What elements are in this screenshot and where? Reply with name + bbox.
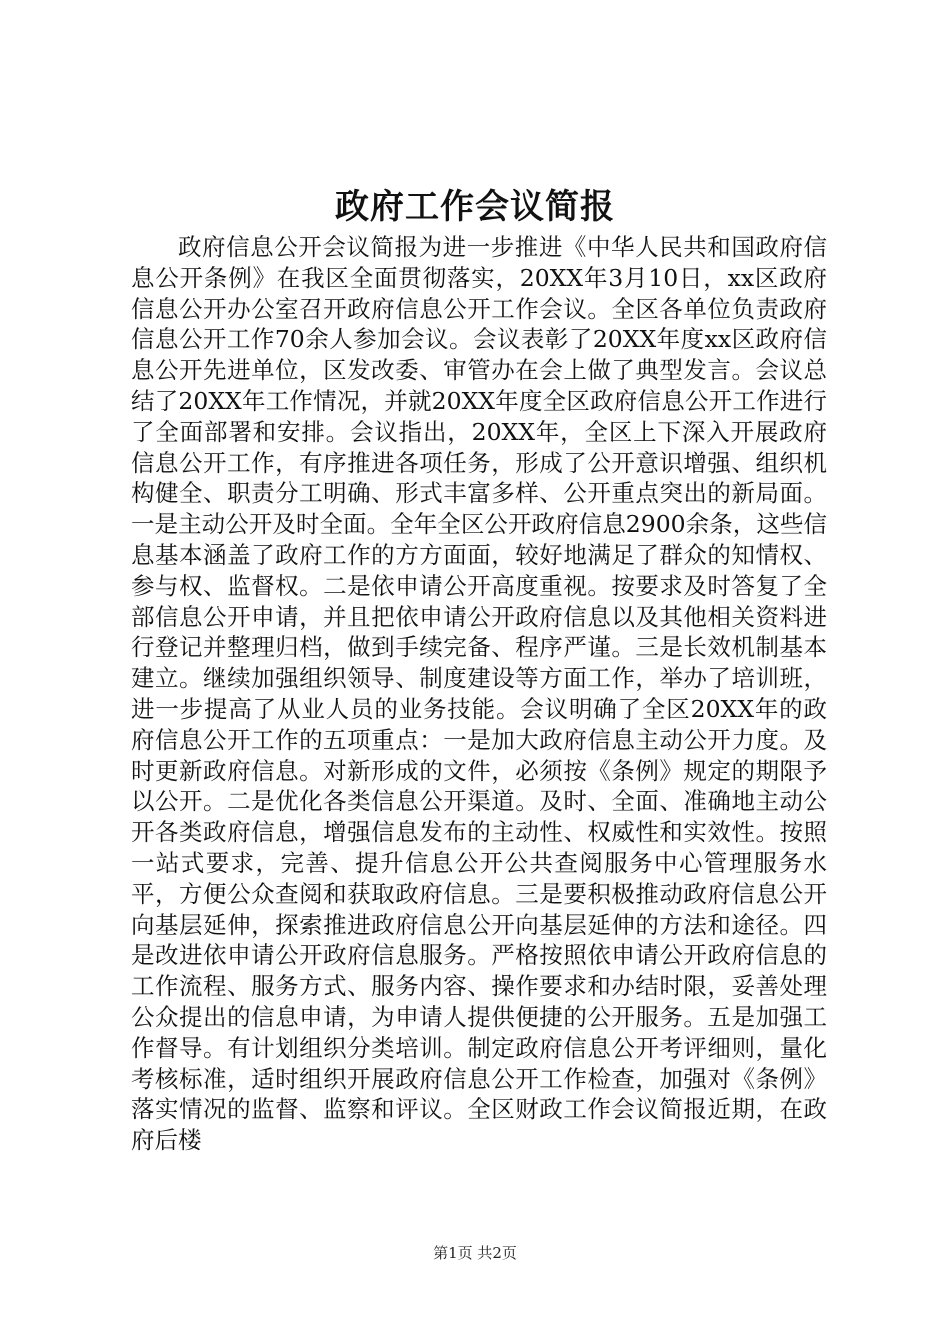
document-body: 政府信息公开会议简报为进一步推进《中华人民共和国政府信息公开条例》在我区全面贯彻落实，20XX年3月10日，xx区政府信息公开办公室召开政府信息公开工作会议。全区各单位负责政府信息公开工作70余人参加会议。会议表彰了20XX年度xx区政府信息公开先进单位，区发改委、审管办在会上做了典型发言。会议总结了20XX年工作情况，并就20XX年度全区政府信息公开工作进行了全面部署和安排。会议指出，20XX年，全区上下深入开展政府信息公开工作，有序推进各项任务，形成了公开意识增强、组织机构健全、职责分工明确、形式丰富多样、公开重点突出的新局面。一是主动公开及时全面。全年全区公开政府信息2900余条，这些信息基本涵盖了政府工作的方方面面，较好地满足了群众的知情权、参与权、监督权。二是依申请公开高度重视。按要求及时答复了全部信息公开申请，并且把依申请公开政府信息以及其他相关资料进行登记并整理归档，做到手续完备、程序严谨。三是长效机制基本建立。继续加强组织领导、制度建设等方面工作，举办了培训班，进一步提高了从业人员的业务技能。会议明确了全区20XX年的政府信息公开工作的五项重点：一是加大政府信息主动公开力度。及时更新政府信息。对新形成的文件，必须按《条例》规定的期限予以公开。二是优化各类信息公开渠道。及时、全面、准确地主动公开各类政府信息，增强信息发布的主动性、权威性和实效性。按照一站式要求，完善、提升信息公开公共查阅服务中心管理服务水平，方便公众查阅和获取政府信息。三是要积极推动政府信息公开向基层延伸，探索推进政府信息公开向基层延伸的方法和途径。四是改进依申请公开政府信息服务。严格按照依申请公开政府信息的工作流程、服务方式、服务内容、操作要求和办结时限，妥善处理公众提出的信息申请，为申请人提供便捷的公开服务。五是加强工作督导。有计划组织分类培训。制定政府信息公开考评细则，量化考核标准，适时组织开展政府信息公开工作检查，加强对《条例》落实情况的监督、监察和评议。全区财政工作会议简报近期，在政府后楼: [131, 233, 827, 1155]
page-footer: 第1页 共2页: [433, 1244, 517, 1262]
document-title: 政府工作会议简报: [335, 187, 615, 227]
